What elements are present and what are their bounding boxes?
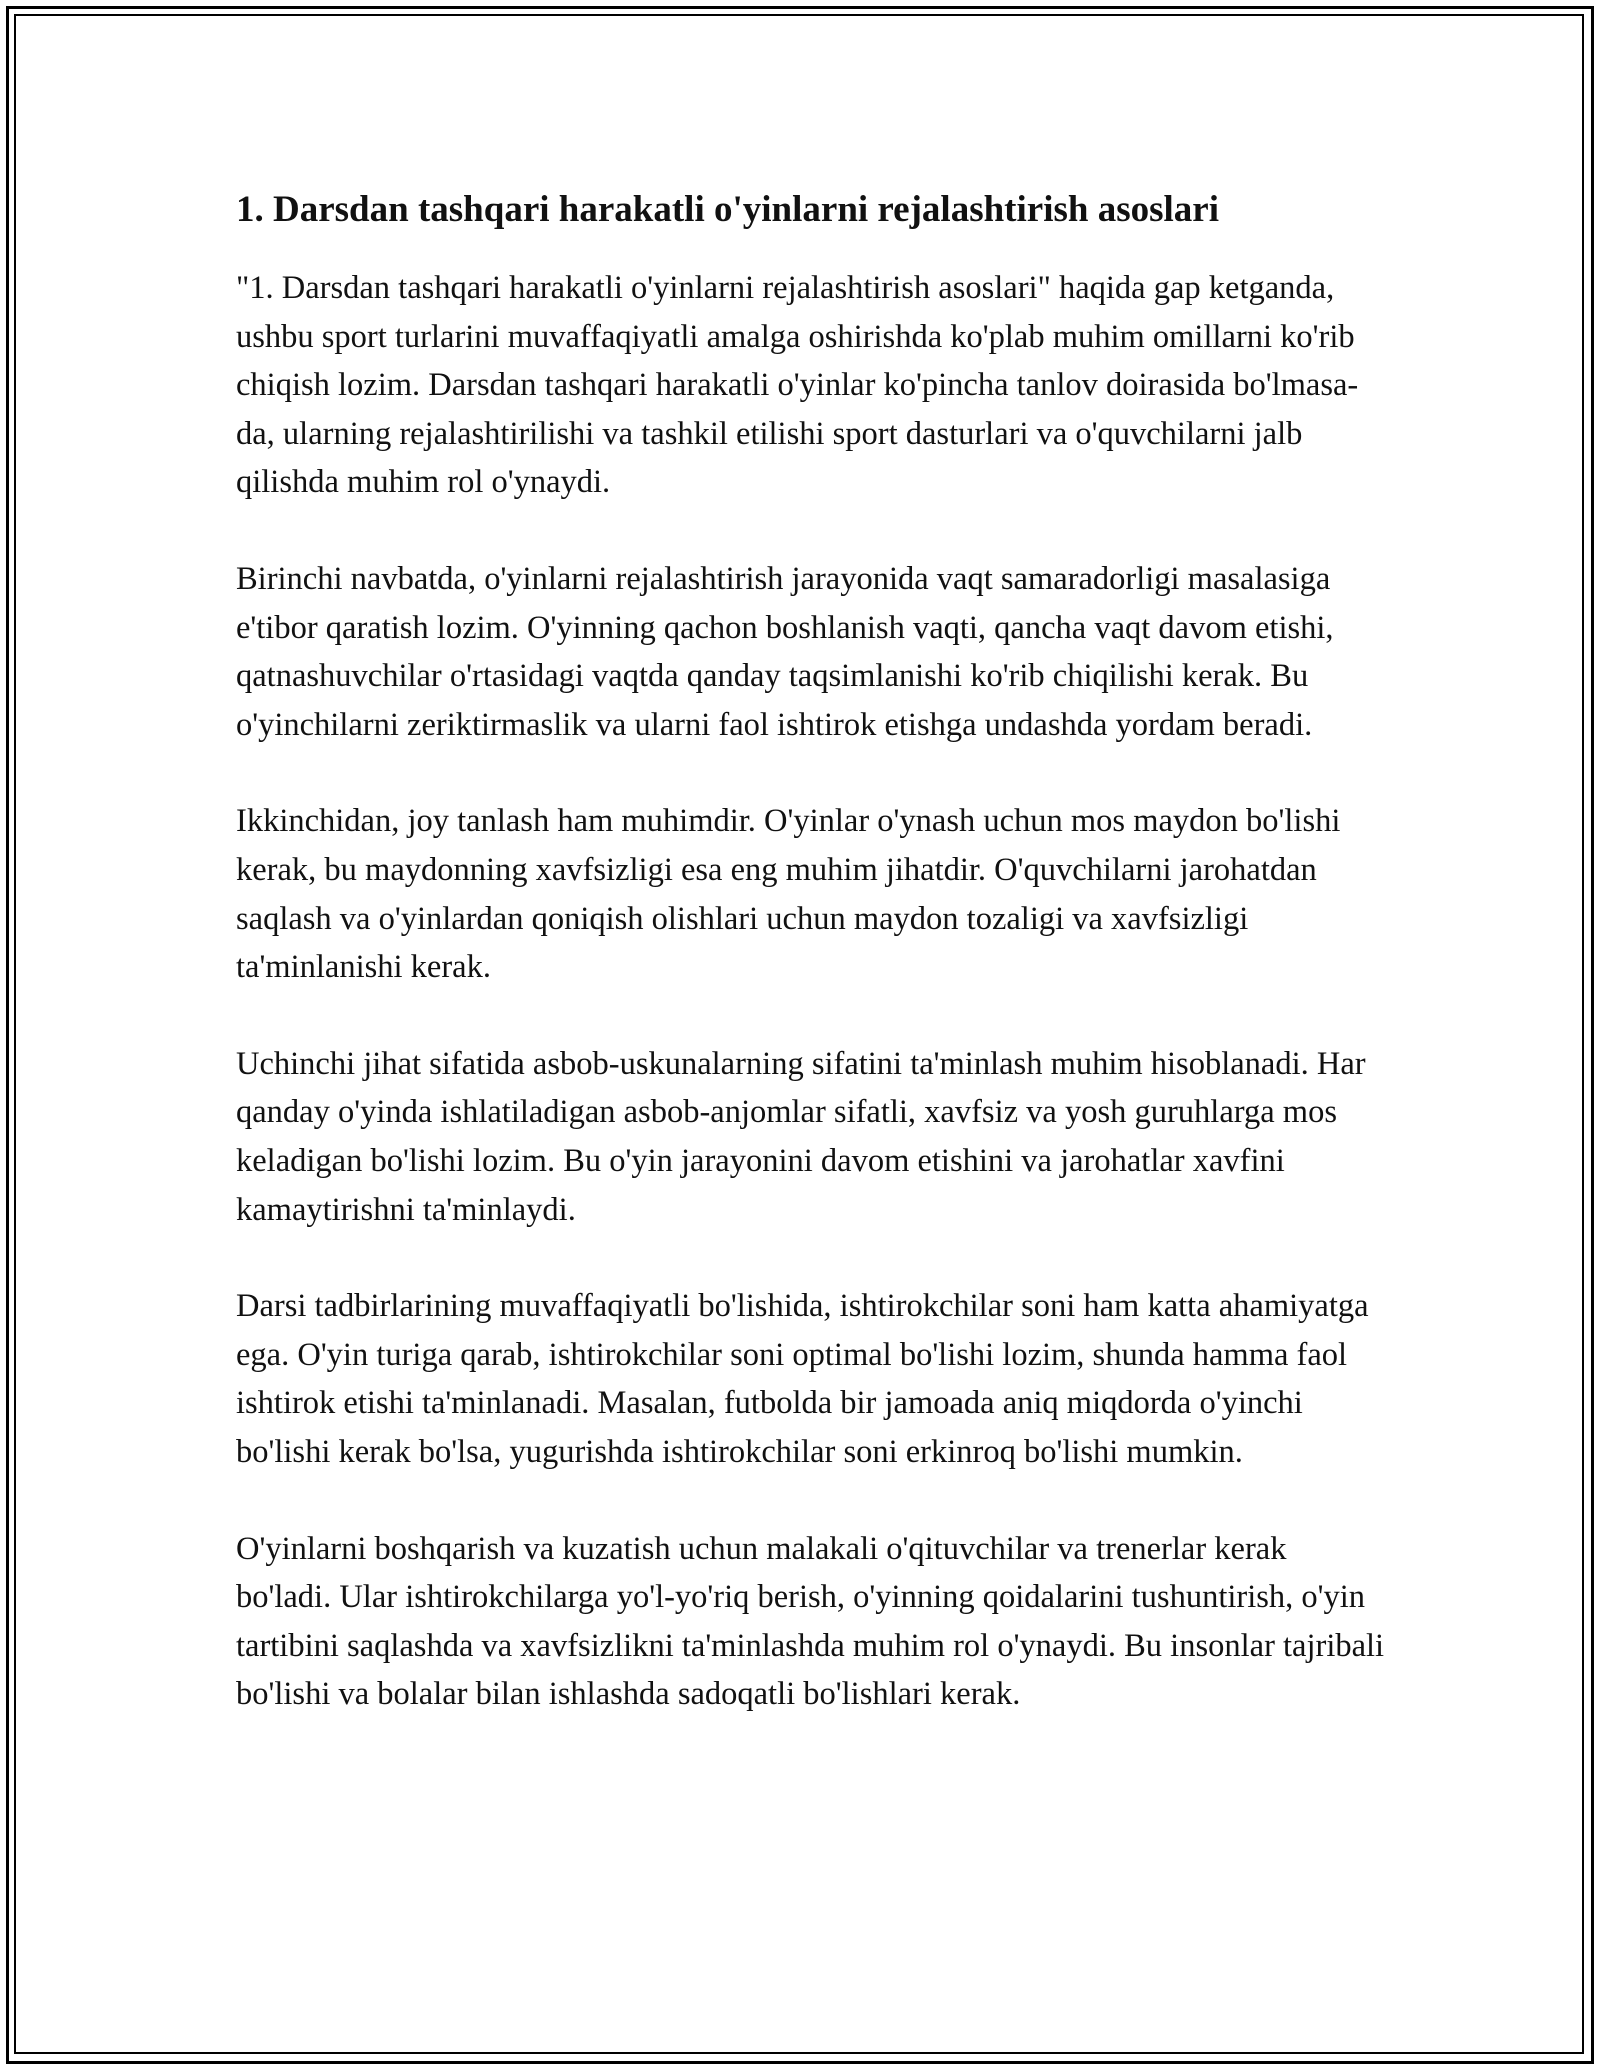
paragraph-2: Birinchi navbatda, o'yinlarni rejalashtirish jarayonida vaqt samaradorligi masalasiga e'tibor qaratish lozim. O'yinning qachon boshlanish vaqti, qancha vaqt davom etishi, qatnashuvchilar o'rtasidagi vaqtda qanday taqsimlanishi ko'rib chiqilishi kerak. Bu o'yinchilarni zeriktirmaslik va ularni faol ishtirok etishga undashda yordam beradi. [236,561,1334,743]
paragraph-1: "1. Darsdan tashqari harakatli o'yinlarni rejalashtirish asoslari" haqida gap ketganda, ushbu sport turlarini muvaffaqiyatli amalga oshirishda ko'plab muhim omillarni ko'rib chiqish lozim. Darsdan tashqari harakatli o'yinlar ko'pincha tanlov doirasida bo'lmasa-da, ularning rejalashtirilishi va tashkil etilishi sport dasturlari va o'quvchilarni jalb qilishda muhim rol o'ynaydi. [236,270,1359,501]
document-body [236,186,1386,1767]
paragraph-6: O'yinlarni boshqarish va kuzatish uchun malakali o'qituvchilar va trenerlar kerak bo'ladi. Ular ishtirokchilarga yo'l-yo'riq berish, o'yinning qoidalarini tushuntirish, o'yin tartibini saqlashda va xavfsizlikni ta'minlashda muhim rol o'ynaydi. Bu insonlar tajribali bo'lishi va bolalar bilan ishlashda sadoqatli bo'lishlari kerak. [236,1530,1385,1713]
paragraph-3: Ikkinchidan, joy tanlash ham muhimdir. O'yinlar o'ynash uchun mos maydon bo'lishi kerak, bu maydonning xavfsizligi esa eng muhim jihatdir. O'quvchilarni jarohatdan saqlash va o'yinlardan qoniqish olishlari uchun maydon tozaligi va xavfsizligi ta'minlanishi kerak. [236,803,1341,986]
paragraph-5: Darsi tadbirlarining muvaffaqiyatli bo'lishida, ishtirokchilar soni ham katta ahamiyatga ega. O'yin turiga qarab, ishtirokchilar soni optimal bo'lishi lozim, shunda hamma faol ishtirok etishi ta'minlanadi. Masalan, futbolda bir jamoada aniq miqdorda o'yinchi bo'lishi kerak bo'lsa, yugurishda ishtirokchilar soni erkinroq bo'lishi mumkin. [236,1288,1369,1470]
paragraph-4: Uchinchi jihat sifatida asbob-uskunalarning sifatini ta'minlash muhim hisoblanadi. Har qanday o'yinda ishlatiladigan asbob-anjomlar sifatli, xavfsiz va yosh guruhlarga mos keladigan bo'lishi lozim. Bu o'yin jarayonini davom etishini va jarohatlar xavfini kamaytirishni ta'minlaydi. [236,1045,1366,1228]
document-title: 1. Darsdan tashqari harakatli o'yinlarni rejalashtirish asoslari [236,189,1219,230]
